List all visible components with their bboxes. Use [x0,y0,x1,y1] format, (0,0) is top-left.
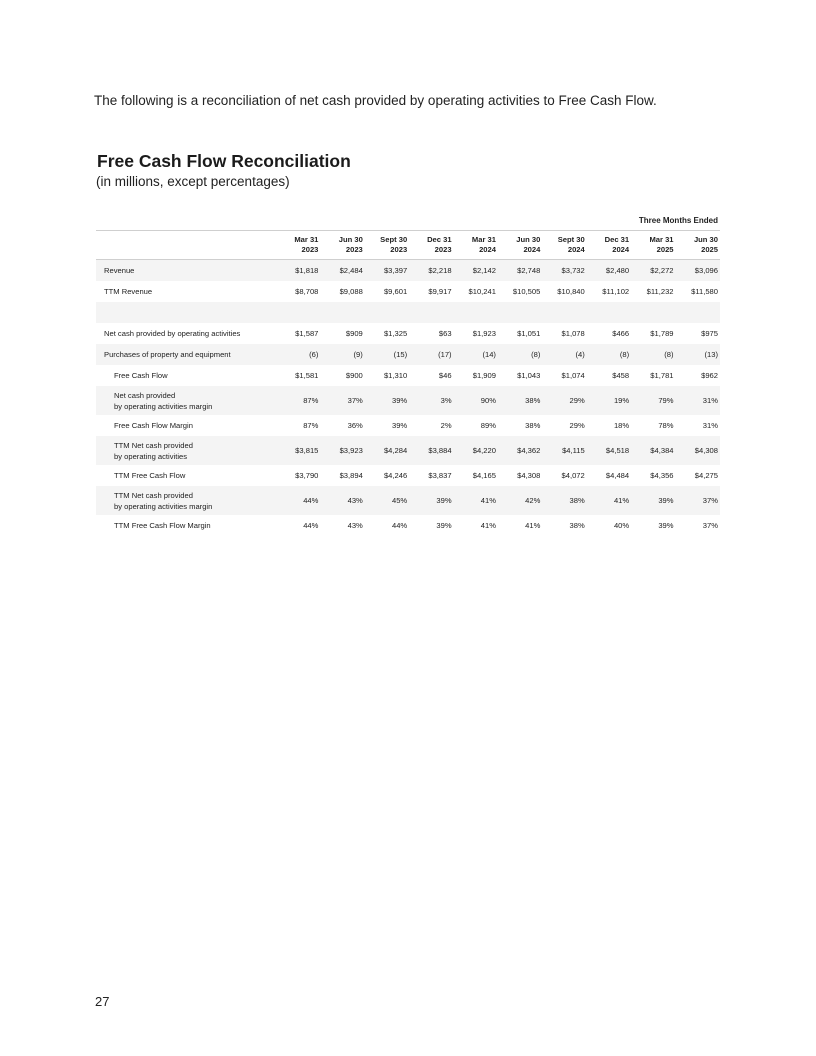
value-cell: (8) [587,344,631,365]
value-cell: $2,748 [498,260,542,282]
column-header-period: Sept 30 [380,235,408,244]
value-cell: 31% [676,386,720,415]
value-cell: $46 [438,371,452,380]
value-cell: $4,072 [561,471,585,480]
row-label [96,260,276,282]
column-header-year: 2024 [567,245,585,254]
value-cell: 36% [347,421,363,430]
value-cell: $975 [701,329,718,338]
table-body [96,260,720,537]
value-cell: $4,220 [454,436,498,465]
table-subtitle: (in millions, except percentages) [96,174,290,189]
value-cell: (6) [276,344,320,365]
row-label-text-line2: by operating activities margin [114,501,213,511]
value-cell: (8) [498,344,542,365]
value-cell: $1,051 [517,329,541,338]
table-row [96,323,720,344]
column-header-period: Jun 30 [516,235,541,244]
value-cell: $3,732 [542,260,586,282]
value-cell: $3,397 [365,260,409,282]
column-header-period: Dec 31 [427,235,452,244]
column-header-year: 2023 [390,245,408,254]
value-cell: $1,818 [276,260,320,282]
value-cell: 41% [480,521,496,530]
value-cell: $3,923 [320,436,364,465]
column-header [676,231,720,260]
value-cell: $4,275 [694,471,718,480]
column-header-year: 2023 [345,245,363,254]
value-cell: 37% [320,386,364,415]
column-header-period: Dec 31 [604,235,630,244]
value-cell: $2,218 [409,260,453,282]
table-row [96,486,720,515]
value-cell: 29% [569,421,585,430]
column-header-year: 2023 [434,245,452,254]
value-cell: $3,884 [409,436,453,465]
value-cell: 41% [525,521,541,530]
table-row [96,260,720,282]
value-cell: $4,246 [383,471,408,480]
value-cell: 89% [480,421,496,430]
value-cell: 3% [409,386,453,415]
value-cell: 43% [347,521,363,530]
value-cell: $4,308 [676,436,720,465]
value-cell: $1,587 [295,329,319,338]
value-cell: 44% [276,486,320,515]
value-cell: $4,518 [587,436,631,465]
value-cell: 38% [542,486,586,515]
value-cell: $4,356 [650,471,674,480]
value-cell: 38% [569,521,585,530]
value-cell: $2,142 [454,260,498,282]
row-label-text: Net cash provided by operating activities [104,329,241,338]
value-cell: 41% [587,486,631,515]
column-header [276,231,320,260]
column-header [365,231,409,260]
row-label-text: Free Cash Flow [114,371,168,380]
row-label-text-line2: by operating activities margin [114,401,213,411]
header-label-cell [96,231,276,260]
column-header-period: Mar 31 [649,235,674,244]
value-cell: 87% [303,421,319,430]
value-cell: $4,362 [498,436,542,465]
row-label-text: TTM Net cash provided [114,440,193,450]
value-cell: $4,384 [631,436,675,465]
value-cell: $4,284 [365,436,409,465]
value-cell: $9,088 [339,287,363,296]
value-cell: 19% [587,386,631,415]
value-cell: $1,043 [517,371,541,380]
spacer-cell [96,302,720,323]
row-label [96,344,276,365]
value-cell: 45% [365,486,409,515]
column-header [454,231,498,260]
row-label [96,281,276,302]
row-label-text: Net cash provided [114,390,176,400]
value-cell: $909 [345,329,363,338]
row-label [96,365,276,386]
value-cell: $962 [701,371,718,380]
header-row [96,231,720,260]
table-row [96,386,720,415]
row-label-text: Purchases of property and equipment [104,350,231,359]
value-cell: 38% [525,421,541,430]
value-cell: $10,241 [468,287,496,296]
value-cell: (15) [365,344,409,365]
value-cell: 18% [613,421,630,430]
row-label [96,415,276,436]
value-cell: $1,074 [561,371,585,380]
value-cell: 41% [454,486,498,515]
value-cell: 39% [631,486,675,515]
value-cell: $3,815 [276,436,320,465]
column-header-period: Mar 31 [471,235,496,244]
table-row [96,415,720,436]
value-cell: $11,232 [646,287,674,296]
value-cell: $4,308 [517,471,541,480]
row-label-text-line2: by operating activities [114,451,188,461]
row-label [96,486,276,515]
row-label [96,515,276,536]
value-cell: $4,115 [542,436,586,465]
table-row [96,515,720,536]
value-cell: 44% [391,521,408,530]
value-cell: $3,790 [295,471,319,480]
column-header [409,231,453,260]
row-label [96,386,276,415]
table-row [96,344,720,365]
table-row [96,365,720,386]
value-cell: 38% [498,386,542,415]
value-cell: 87% [276,386,320,415]
value-cell: (14) [454,344,498,365]
row-label [96,465,276,486]
value-cell: (17) [409,344,453,365]
value-cell: $10,840 [557,287,585,296]
value-cell: $3,837 [428,471,452,480]
value-cell: $9,917 [428,287,452,296]
value-cell: 31% [702,421,718,430]
value-cell: $1,789 [650,329,674,338]
column-header [320,231,364,260]
value-cell: 39% [365,386,409,415]
value-cell: 39% [436,521,452,530]
value-cell: $4,165 [472,471,496,480]
value-cell: 39% [658,521,674,530]
value-cell: $1,781 [650,371,674,380]
table-title: Free Cash Flow Reconciliation [97,151,351,171]
row-label [96,436,276,465]
column-header [587,231,631,260]
value-cell: 37% [676,486,720,515]
value-cell: 90% [454,386,498,415]
value-cell: 79% [631,386,675,415]
value-cell: $1,078 [561,329,585,338]
value-cell: $2,272 [631,260,675,282]
value-cell: (9) [320,344,364,365]
value-cell: $466 [612,329,630,338]
value-cell: $1,325 [383,329,408,338]
value-cell: $2,484 [320,260,364,282]
row-label-text: Revenue [104,266,135,275]
column-header [542,231,586,260]
value-cell: 40% [613,521,630,530]
column-header-year: 2024 [523,245,541,254]
value-cell: $1,923 [472,329,496,338]
row-label [96,323,276,344]
intro-text: The following is a reconciliation of net cash provided by operating activities to Free Cash Flow. [94,93,657,108]
value-cell: $11,102 [602,287,630,296]
column-header-period: Mar 31 [294,235,319,244]
spacer-row [96,302,720,323]
value-cell: $9,601 [383,287,408,296]
row-label-text: TTM Net cash provided [114,490,193,500]
fcf-reconciliation-table [96,231,720,536]
table-row [96,465,720,486]
page-number: 27 [95,994,110,1009]
column-header-year: 2024 [612,245,630,254]
column-header-period: Jun 30 [338,235,363,244]
period-label: Three Months Ended [96,214,720,231]
value-cell: $900 [345,371,363,380]
value-cell: (13) [676,344,720,365]
value-cell: (8) [631,344,675,365]
value-cell: $3,894 [339,471,363,480]
value-cell: $8,708 [295,287,319,296]
column-header-period: Jun 30 [693,235,718,244]
value-cell: $458 [612,371,630,380]
value-cell: $10,505 [512,287,541,296]
value-cell: $2,480 [587,260,631,282]
value-cell: 39% [391,421,408,430]
value-cell: $4,484 [605,471,630,480]
column-header [631,231,675,260]
column-header-year: 2023 [301,245,319,254]
value-cell: $11,580 [691,287,718,296]
value-cell: 78% [658,421,674,430]
value-cell: 29% [542,386,586,415]
row-label-text: Free Cash Flow Margin [114,421,193,430]
value-cell: (4) [542,344,586,365]
value-cell: 43% [320,486,364,515]
column-header [498,231,542,260]
value-cell: 42% [498,486,542,515]
column-header-year: 2025 [701,245,718,254]
table-row [96,281,720,302]
table-row [96,436,720,465]
column-header-year: 2025 [656,245,674,254]
row-label-text: TTM Free Cash Flow Margin [114,521,211,530]
column-header-period: Sept 30 [557,235,585,244]
row-label-text: TTM Revenue [104,287,153,296]
value-cell: 44% [303,521,319,530]
value-cell: $1,909 [472,371,496,380]
value-cell: $1,581 [295,371,319,380]
column-header-year: 2024 [479,245,496,254]
fcf-reconciliation-table-container [96,214,720,536]
value-cell: $1,310 [383,371,408,380]
row-label-text: TTM Free Cash Flow [114,471,186,480]
value-cell: $3,096 [676,260,720,282]
value-cell: $63 [438,329,452,338]
value-cell: 39% [409,486,453,515]
value-cell: 2% [440,421,452,430]
value-cell: 37% [702,521,718,530]
